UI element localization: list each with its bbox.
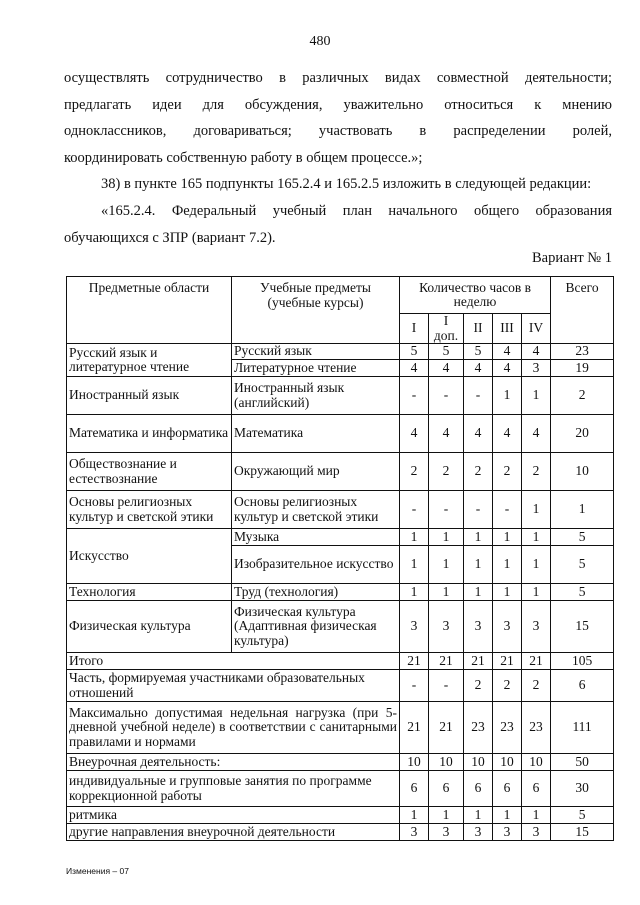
hours-cell: 6 xyxy=(464,771,493,807)
text-line: осуществлять сотрудничество в различных видах совместной деятельности; xyxy=(64,70,612,86)
hours-cell: 1 xyxy=(400,584,429,601)
total-cell: 30 xyxy=(551,771,614,807)
total-cell: 20 xyxy=(551,415,614,453)
summary-label: Внеурочная деятельность: xyxy=(67,754,400,771)
hours-cell: 3 xyxy=(522,360,551,377)
hours-cell: 1 xyxy=(400,807,429,824)
hours-cell: 1 xyxy=(493,377,522,415)
subject-name: Основы религиозных культур и светской этики xyxy=(232,491,400,529)
header-grade: I xyxy=(400,314,429,344)
hours-cell: 1 xyxy=(493,546,522,584)
total-cell: 23 xyxy=(551,344,614,360)
table-row xyxy=(67,344,614,360)
hours-cell: - xyxy=(464,377,493,415)
hours-cell: 1 xyxy=(400,529,429,546)
hours-cell: 4 xyxy=(493,344,522,360)
hours-cell: 21 xyxy=(400,653,429,670)
summary-row xyxy=(67,754,614,771)
hours-cell: - xyxy=(400,377,429,415)
hours-cell: - xyxy=(429,670,464,702)
hours-cell: 10 xyxy=(493,754,522,771)
header-grade: II xyxy=(464,314,493,344)
hours-cell: 2 xyxy=(522,670,551,702)
paragraph-plan-title xyxy=(64,198,612,251)
total-cell: 111 xyxy=(551,702,614,754)
subject-area: Русский язык и литературное чтение xyxy=(67,344,232,377)
summary-row xyxy=(67,670,614,702)
hours-cell: 2 xyxy=(522,453,551,491)
footer-note: Изменения – 07 xyxy=(66,866,129,876)
hours-cell: 3 xyxy=(493,601,522,653)
total-cell: 5 xyxy=(551,546,614,584)
hours-cell: 1 xyxy=(522,377,551,415)
hours-cell: 1 xyxy=(522,584,551,601)
hours-cell: 2 xyxy=(429,453,464,491)
subject-name: Литературное чтение xyxy=(232,360,400,377)
summary-row xyxy=(67,702,614,754)
hours-cell: 1 xyxy=(429,584,464,601)
hours-cell: 3 xyxy=(400,601,429,653)
hours-cell: 6 xyxy=(493,771,522,807)
table-row xyxy=(67,491,614,529)
hours-cell: 23 xyxy=(464,702,493,754)
text-line: предлагать идеи для обсуждения, уважительно относиться к мнению xyxy=(64,96,612,113)
hours-cell: 21 xyxy=(522,653,551,670)
hours-cell: 4 xyxy=(400,415,429,453)
hours-cell: 4 xyxy=(493,360,522,377)
header-grade: III xyxy=(493,314,522,344)
hours-cell: 5 xyxy=(400,344,429,360)
hours-cell: 4 xyxy=(522,415,551,453)
hours-cell: 1 xyxy=(464,584,493,601)
hours-cell: 1 xyxy=(522,546,551,584)
summary-row xyxy=(67,824,614,841)
header-grade: IV xyxy=(522,314,551,344)
hours-cell: 4 xyxy=(522,344,551,360)
header-total: Всего xyxy=(551,277,614,344)
curriculum-table xyxy=(66,276,614,841)
summary-label: ритмика xyxy=(67,807,400,824)
hours-cell: 1 xyxy=(493,807,522,824)
subject-area: Иностранный язык xyxy=(67,377,232,415)
table-row xyxy=(67,529,614,546)
page-number: 480 xyxy=(309,34,331,49)
hours-cell: 1 xyxy=(493,529,522,546)
summary-label: Часть, формируемая участниками образовательных отношений xyxy=(67,670,400,702)
total-cell: 19 xyxy=(551,360,614,377)
subject-area: Основы религиозных культур и светской этики xyxy=(67,491,232,529)
hours-cell: 3 xyxy=(493,824,522,841)
summary-label: индивидуальные и групповые занятия по программе коррекционной работы xyxy=(67,771,400,807)
hours-cell: 1 xyxy=(400,546,429,584)
hours-cell: 1 xyxy=(429,529,464,546)
hours-cell: 2 xyxy=(493,670,522,702)
summary-label: Максимально допустимая недельная нагрузка (при 5-дневной учебной неделе) в соответствии с санитарными правилами и нормами xyxy=(67,702,400,754)
hours-cell: 23 xyxy=(493,702,522,754)
hours-cell: - xyxy=(493,491,522,529)
hours-cell: 2 xyxy=(464,453,493,491)
hours-cell: 1 xyxy=(429,807,464,824)
hours-cell: 23 xyxy=(522,702,551,754)
hours-cell: 3 xyxy=(429,601,464,653)
hours-cell: 2 xyxy=(493,453,522,491)
total-cell: 5 xyxy=(551,529,614,546)
hours-cell: 2 xyxy=(400,453,429,491)
hours-cell: 4 xyxy=(464,415,493,453)
hours-cell: - xyxy=(464,491,493,529)
total-cell: 5 xyxy=(551,807,614,824)
hours-cell: 21 xyxy=(400,702,429,754)
hours-cell: 1 xyxy=(522,807,551,824)
total-cell: 5 xyxy=(551,584,614,601)
hours-cell: 3 xyxy=(400,824,429,841)
text-line: одноклассников, договариваться; участвовать в распределении ролей, xyxy=(64,123,612,139)
hours-cell: 1 xyxy=(493,584,522,601)
total-cell: 1 xyxy=(551,491,614,529)
hours-cell: 10 xyxy=(429,754,464,771)
summary-row xyxy=(67,771,614,807)
hours-cell: 4 xyxy=(493,415,522,453)
hours-cell: 5 xyxy=(464,344,493,360)
table-row xyxy=(67,377,614,415)
subject-name: Музыка xyxy=(232,529,400,546)
table-header-row xyxy=(67,277,614,314)
hours-cell: 10 xyxy=(464,754,493,771)
paragraph-continuation xyxy=(64,65,612,171)
hours-cell: 4 xyxy=(429,360,464,377)
total-cell: 15 xyxy=(551,601,614,653)
hours-cell: 1 xyxy=(522,491,551,529)
hours-cell: 21 xyxy=(464,653,493,670)
hours-cell: 5 xyxy=(429,344,464,360)
paragraph-amendment xyxy=(64,171,612,198)
table-row xyxy=(67,415,614,453)
table-row xyxy=(67,601,614,653)
subject-name: Изобразительное искусство xyxy=(232,546,400,584)
hours-cell: 10 xyxy=(522,754,551,771)
subject-name: Труд (технология) xyxy=(232,584,400,601)
total-cell: 50 xyxy=(551,754,614,771)
hours-cell: 1 xyxy=(464,529,493,546)
hours-cell: 3 xyxy=(429,824,464,841)
hours-cell: 10 xyxy=(400,754,429,771)
subject-area: Физическая культура xyxy=(67,601,232,653)
total-cell: 2 xyxy=(551,377,614,415)
hours-cell: - xyxy=(429,377,464,415)
hours-cell: 6 xyxy=(429,771,464,807)
variant-label: Вариант № 1 xyxy=(532,250,612,266)
summary-row xyxy=(67,807,614,824)
subject-name: Окружающий мир xyxy=(232,453,400,491)
hours-cell: 1 xyxy=(464,807,493,824)
total-cell: 15 xyxy=(551,824,614,841)
text-line: 38) в пункте 165 подпункты 165.2.4 и 165.2.5 изложить в следующей редакции: xyxy=(101,176,592,192)
subject-name: Русский язык xyxy=(232,344,400,360)
header-subjects: Учебные предметы (учебные курсы) xyxy=(232,277,400,344)
subject-name: Математика xyxy=(232,415,400,453)
text-line: координировать собственную работу в общем процессе.»; xyxy=(64,149,423,166)
table-row xyxy=(67,453,614,491)
subject-area: Математика и информатика xyxy=(67,415,232,453)
hours-cell: 1 xyxy=(429,546,464,584)
hours-cell: 3 xyxy=(464,601,493,653)
hours-cell: 4 xyxy=(429,415,464,453)
total-cell: 10 xyxy=(551,453,614,491)
hours-cell: 21 xyxy=(493,653,522,670)
hours-cell: 4 xyxy=(464,360,493,377)
hours-cell: 3 xyxy=(464,824,493,841)
hours-cell: 6 xyxy=(400,771,429,807)
hours-cell: 3 xyxy=(522,824,551,841)
hours-cell: 1 xyxy=(522,529,551,546)
subject-name: Иностранный язык (английский) xyxy=(232,377,400,415)
hours-cell: 21 xyxy=(429,702,464,754)
summary-row xyxy=(67,653,614,670)
summary-label: Итого xyxy=(67,653,400,670)
hours-cell: - xyxy=(400,491,429,529)
hours-cell: - xyxy=(429,491,464,529)
hours-cell: 1 xyxy=(464,546,493,584)
subject-area: Обществознание и естествознание xyxy=(67,453,232,491)
header-hours: Количество часов в неделю xyxy=(400,277,551,314)
summary-label: другие направления внеурочной деятельности xyxy=(67,824,400,841)
total-cell: 105 xyxy=(551,653,614,670)
subject-area: Технология xyxy=(67,584,232,601)
text-line: обучающихся с ЗПР (вариант 7.2). xyxy=(64,229,276,246)
total-cell: 6 xyxy=(551,670,614,702)
hours-cell: 21 xyxy=(429,653,464,670)
text-line: «165.2.4. Федеральный учебный план начального общего образования xyxy=(101,203,612,219)
header-areas: Предметные области xyxy=(67,277,232,344)
hours-cell: 6 xyxy=(522,771,551,807)
hours-cell: 2 xyxy=(464,670,493,702)
hours-cell: 3 xyxy=(522,601,551,653)
hours-cell: - xyxy=(400,670,429,702)
header-grade: I доп. xyxy=(429,314,464,344)
subject-name: Физическая культура (Адаптивная физическая культура) xyxy=(232,601,400,653)
subject-area: Искусство xyxy=(67,529,232,584)
table-row xyxy=(67,584,614,601)
hours-cell: 4 xyxy=(400,360,429,377)
